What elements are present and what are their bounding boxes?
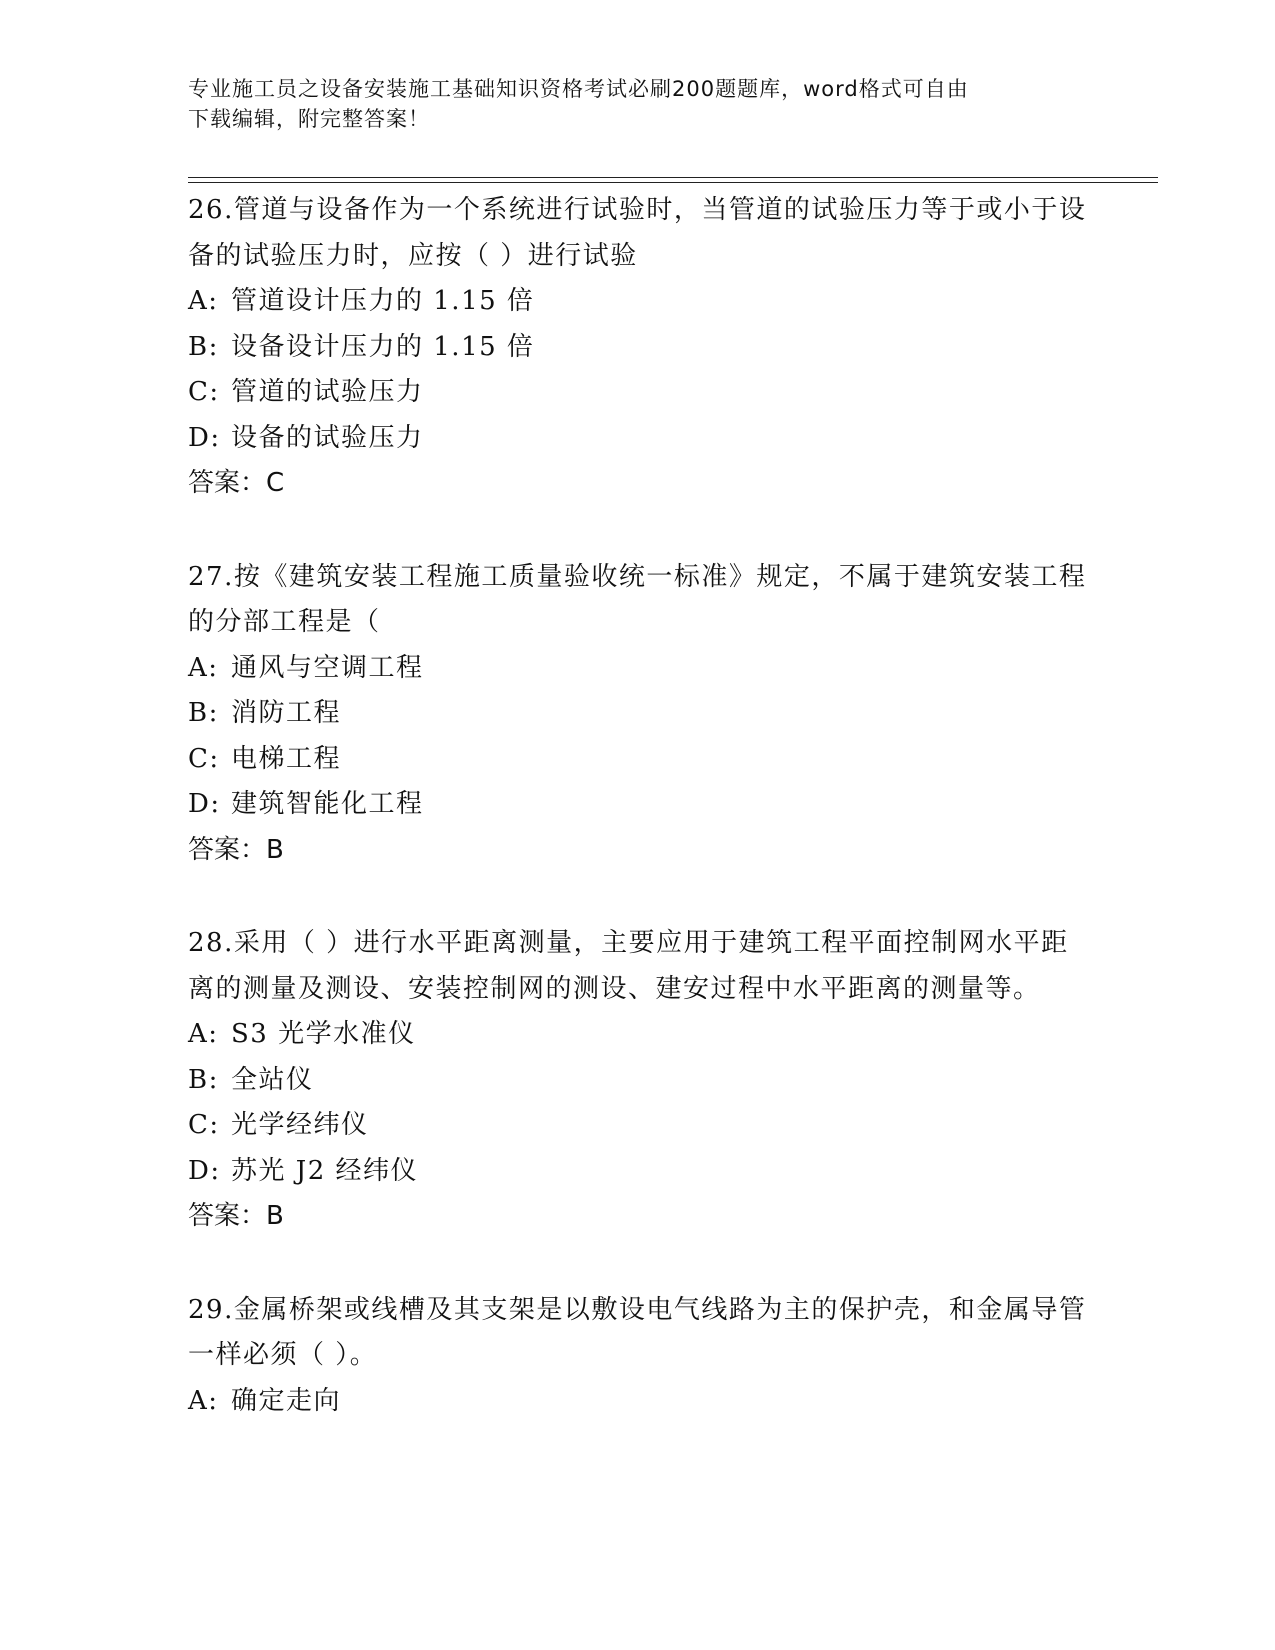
- option-b: [188, 325, 1088, 371]
- option-text: 设备设计压力的 1.15 倍: [231, 331, 535, 362]
- option-a: [188, 1379, 1088, 1425]
- option-letter: A:: [188, 652, 219, 683]
- option-text: 确定走向: [231, 1385, 342, 1416]
- option-letter: D:: [188, 789, 221, 819]
- question-spacer: [188, 507, 1088, 555]
- question-spacer: [188, 873, 1088, 921]
- option-b: [188, 691, 1088, 737]
- question-26: [188, 188, 1088, 507]
- question-29: [188, 1288, 1088, 1425]
- option-a: [188, 1012, 1088, 1058]
- question-stem: 29.金属桥架或线槽及其支架是以敷设电气线路为主的保护壳，和金属导管一样必须（ ）。: [188, 1294, 1087, 1370]
- option-letter: B:: [188, 698, 219, 728]
- option-letter: B:: [188, 331, 219, 362]
- option-d: [188, 782, 1088, 828]
- option-text: 设备的试验压力: [231, 422, 424, 453]
- header-divider-top: [188, 177, 1158, 178]
- option-letter: B:: [188, 1064, 219, 1095]
- option-letter: A:: [188, 1019, 219, 1049]
- answer: 答案：C: [188, 468, 285, 498]
- option-text: 全站仪: [231, 1064, 314, 1095]
- question-28: [188, 921, 1088, 1240]
- option-text: 通风与空调工程: [231, 652, 424, 683]
- answer: 答案：B: [188, 834, 284, 865]
- option-letter: A:: [188, 1385, 219, 1416]
- option-text: 管道设计压力的 1.15 倍: [231, 286, 535, 316]
- option-a: [188, 646, 1088, 692]
- option-letter: C:: [188, 743, 220, 774]
- option-letter: C:: [188, 377, 220, 407]
- answer: 答案：B: [188, 1201, 284, 1231]
- option-b: [188, 1058, 1088, 1104]
- option-c: [188, 1103, 1088, 1149]
- option-text: S3 光学水准仪: [231, 1019, 416, 1049]
- option-text: 苏光 J2 经纬仪: [231, 1155, 418, 1186]
- option-text: 管道的试验压力: [231, 377, 424, 407]
- option-d: [188, 416, 1088, 462]
- question-stem: 28.采用（ ）进行水平距离测量，主要应用于建筑工程平面控制网水平距离的测量及测设、安装控制网的测设、建安过程中水平距离的测量等。: [188, 928, 1069, 1004]
- option-letter: D:: [188, 1155, 221, 1186]
- option-letter: A:: [188, 286, 219, 316]
- option-letter: D:: [188, 422, 221, 453]
- question-spacer: [188, 1240, 1088, 1288]
- header-divider-bottom: [188, 182, 1158, 183]
- question-stem: 26.管道与设备作为一个系统进行试验时，当管道的试验压力等于或小于设备的试验压力时，应按（ ）进行试验: [188, 195, 1087, 271]
- document-header: [188, 74, 1068, 134]
- option-c: [188, 737, 1088, 783]
- option-a: [188, 279, 1088, 325]
- option-c: [188, 370, 1088, 416]
- option-letter: C:: [188, 1110, 220, 1140]
- header-line-2: 下载编辑，附完整答案！: [188, 107, 430, 131]
- question-stem: 27.按《建筑安装工程施工质量验收统一标准》规定，不属于建筑安装工程的分部工程是（: [188, 561, 1087, 637]
- question-27: [188, 555, 1088, 874]
- option-text: 消防工程: [231, 698, 342, 728]
- option-text: 电梯工程: [231, 743, 342, 774]
- header-line-1: 专业施工员之设备安装施工基础知识资格考试必刷200题题库，word格式可自由: [188, 77, 969, 101]
- question-list: [188, 188, 1088, 1424]
- option-d: [188, 1149, 1088, 1195]
- option-text: 光学经纬仪: [231, 1110, 369, 1140]
- option-text: 建筑智能化工程: [231, 789, 424, 819]
